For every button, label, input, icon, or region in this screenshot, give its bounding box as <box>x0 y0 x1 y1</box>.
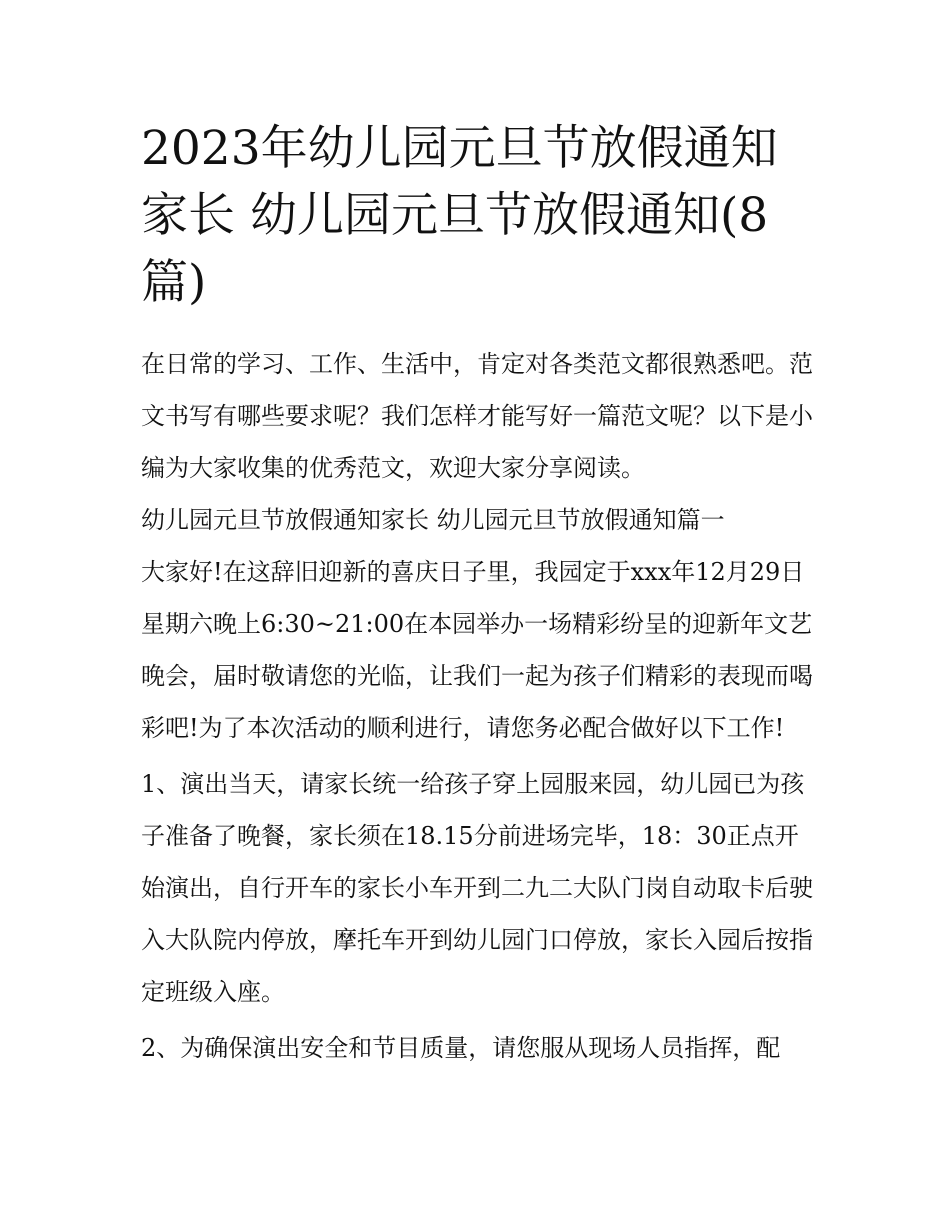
document-title: 2023年幼儿园元旦节放假通知家长 幼儿园元旦节放假通知(8篇) <box>141 121 778 310</box>
document-body <box>141 338 816 1074</box>
intro-paragraph: 在日常的学习、工作、生活中，肯定对各类范文都很熟悉吧。范文书写有哪些要求呢？我们怎样才能写好一篇范文呢？以下是小编为大家收集的优秀范文，欢迎大家分享阅读。 <box>141 350 813 482</box>
notice-item-1: 1、演出当天，请家长统一给孩子穿上园服来园，幼儿园已为孩子准备了晚餐，家长须在18.15分前进场完毕，18：30正点开始演出，自行开车的家长小车开到二九二大队门岗自动取卡后驶入大队院内停放，摩托车开到幼儿园门口停放，家长入园后按指定班级入座。 <box>141 770 813 1006</box>
notice-item-2: 2、为确保演出安全和节目质量，请您服从现场人员指挥，配 <box>141 1034 781 1062</box>
document-page <box>141 115 816 1074</box>
greeting-paragraph: 大家好!在这辞旧迎新的喜庆日子里，我园定于xxx年12月29日星期六晚上6:30~21:00在本园举办一场精彩纷呈的迎新年文艺晚会，届时敬请您的光临，让我们一起为孩子们精彩的表现而喝彩吧!为了本次活动的顺利进行，请您务必配合做好以下工作! <box>141 558 813 742</box>
section-heading: 幼儿园元旦节放假通知家长 幼儿园元旦节放假通知篇一 <box>141 506 725 534</box>
